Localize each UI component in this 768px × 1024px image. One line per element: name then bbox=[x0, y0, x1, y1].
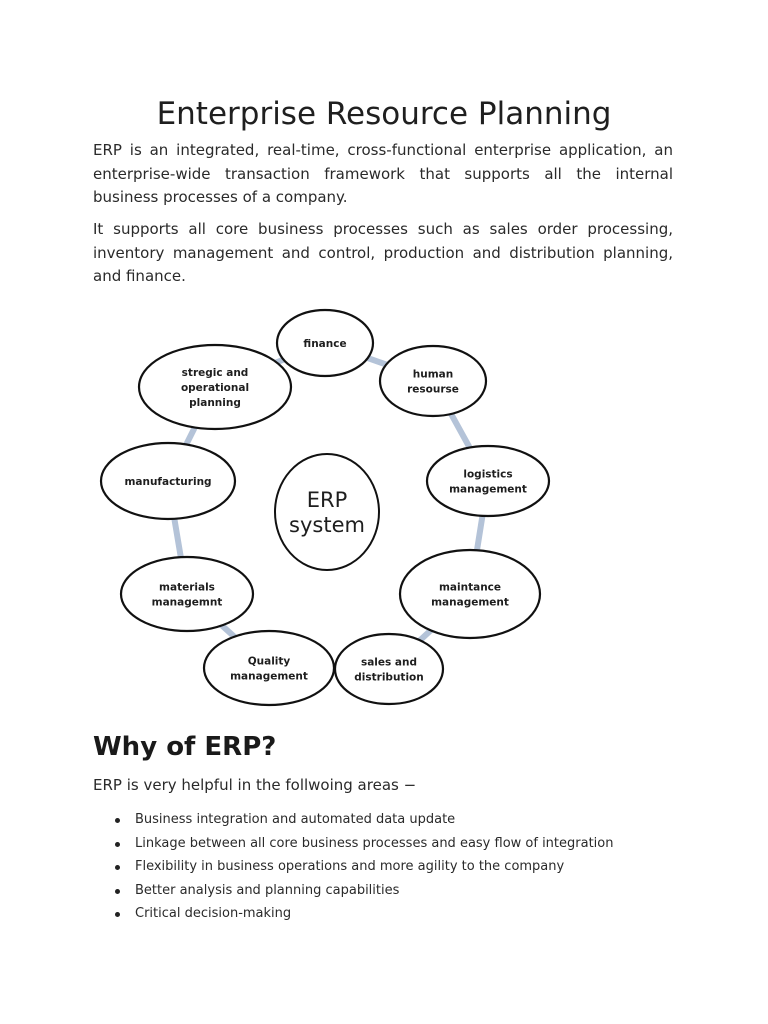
node-maintenance bbox=[400, 550, 540, 638]
why-erp-heading: Why of ERP? bbox=[93, 732, 277, 762]
node-label: materials bbox=[159, 581, 215, 594]
list-item: Linkage between all core business processes and easy flow of integration bbox=[112, 834, 614, 858]
node-label: human bbox=[412, 368, 454, 381]
node-planning bbox=[139, 345, 291, 429]
node-shape bbox=[400, 550, 540, 638]
core-processes-paragraph: It supports all core business processes such as sales order processing, inventory management and control, production and distribution planning, and finance. bbox=[93, 220, 673, 285]
node-label: management bbox=[449, 483, 527, 496]
node-shape bbox=[335, 634, 443, 704]
node-logistics bbox=[427, 446, 549, 516]
center-label-line-2: system bbox=[289, 513, 365, 537]
node-label: logistics bbox=[463, 468, 513, 481]
list-item: Flexibility in business operations and more agility to the company bbox=[112, 857, 614, 881]
node-finance bbox=[277, 310, 373, 376]
node-label: sales and bbox=[360, 656, 418, 669]
why-erp-intro: ERP is very helpful in the follwoing areas − bbox=[93, 776, 417, 794]
page-title: Enterprise Resource Planning bbox=[156, 96, 612, 132]
node-label: managemnt bbox=[151, 596, 223, 609]
node-shape bbox=[427, 446, 549, 516]
node-label: planning bbox=[189, 397, 241, 409]
node-label: management bbox=[230, 670, 308, 683]
node-label: operational bbox=[180, 382, 250, 394]
erp-system-node bbox=[275, 454, 379, 570]
node-shape bbox=[380, 346, 486, 416]
benefits-list bbox=[112, 810, 614, 928]
intro-paragraph: ERP is an integrated, real-time, cross-functional enterprise application, an enterprise-wide transaction framework that supports all the internal business processes of a company. bbox=[93, 141, 673, 206]
node-label: resourse bbox=[407, 383, 459, 396]
list-item: Better analysis and planning capabilities bbox=[112, 881, 614, 905]
node-label: stregic and bbox=[181, 367, 249, 379]
node-human-resource bbox=[380, 346, 486, 416]
list-item: Critical decision-making bbox=[112, 904, 614, 928]
node-label: maintance bbox=[438, 581, 502, 594]
node-label: distribution bbox=[354, 671, 424, 684]
node-label: Quality bbox=[247, 655, 291, 668]
list-item: Business integration and automated data update bbox=[112, 810, 614, 834]
node-label: finance bbox=[303, 338, 347, 350]
node-quality bbox=[204, 631, 334, 705]
node-label: manufacturing bbox=[124, 476, 212, 488]
node-label: management bbox=[431, 596, 509, 609]
node-sales bbox=[335, 634, 443, 704]
node-shape bbox=[204, 631, 334, 705]
node-materials bbox=[121, 557, 253, 631]
center-label-line-1: ERP bbox=[306, 488, 348, 512]
node-shape bbox=[121, 557, 253, 631]
node-manufacturing bbox=[101, 443, 235, 519]
